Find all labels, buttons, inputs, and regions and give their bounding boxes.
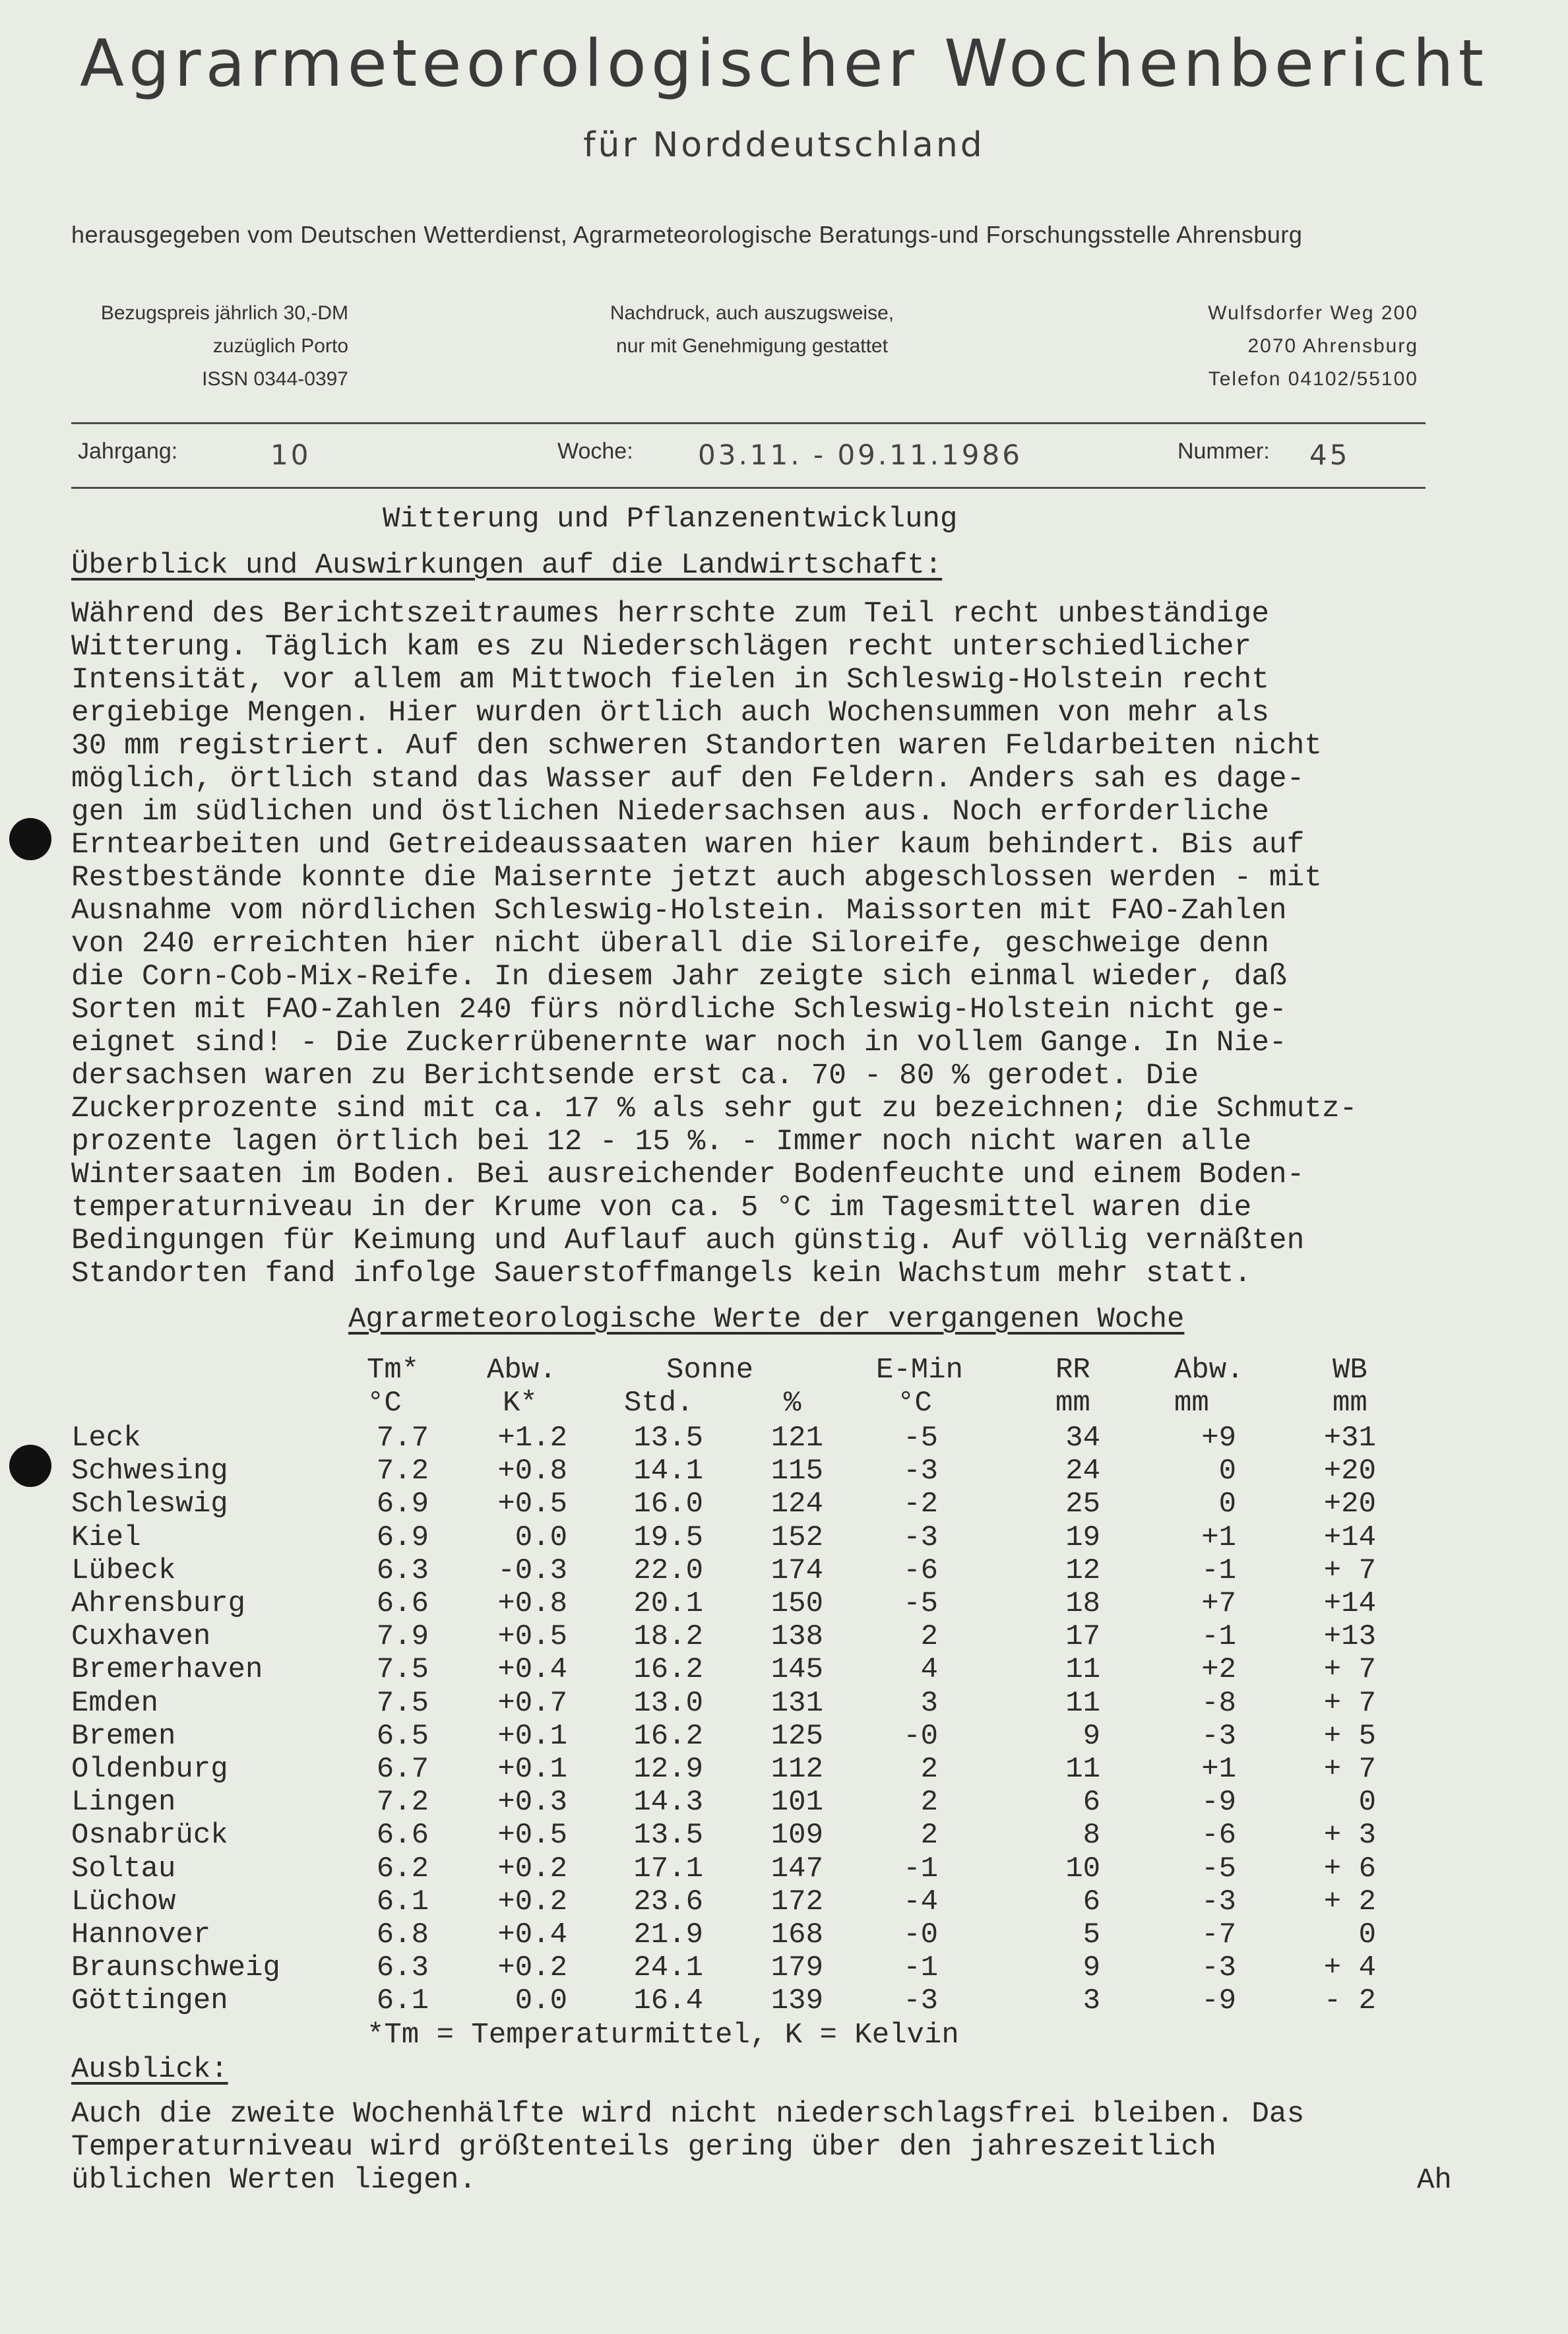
- station-name: Leck: [71, 1422, 141, 1455]
- cell-emin: -1: [903, 1852, 938, 1885]
- cell-tm: 6.8: [376, 1918, 429, 1951]
- outlook-line: Temperaturniveau wird größtenteils gering über den jahreszeitlich: [71, 2131, 1216, 2164]
- cell-wb: +14: [1323, 1587, 1376, 1620]
- cell-abw-rr: 0: [1218, 1455, 1236, 1488]
- unit-abw-rr: mm: [1174, 1387, 1209, 1420]
- price-line: Bezugspreis jährlich 30,-DM: [100, 302, 348, 324]
- unit-emin: °C: [897, 1387, 932, 1420]
- table-footnote: *Tm = Temperaturmittel, K = Kelvin: [367, 2019, 959, 2052]
- header-wb: WB: [1333, 1354, 1367, 1387]
- cell-rr: 11: [1065, 1686, 1100, 1720]
- cell-emin: -3: [903, 1455, 938, 1488]
- cell-abw-temp: +0.2: [497, 1885, 567, 1918]
- cell-sonne-pct: 115: [770, 1455, 823, 1488]
- overview-line: Witterung. Täglich kam es zu Niederschlägen recht unterschiedlicher: [71, 631, 1252, 664]
- cell-abw-rr: -9: [1201, 1786, 1236, 1819]
- overview-line: prozente lagen örtlich bei 12 - 15 %. - Immer noch nicht waren alle: [71, 1125, 1252, 1158]
- cell-tm: 6.7: [376, 1753, 429, 1786]
- cell-abw-rr: +1: [1201, 1521, 1236, 1554]
- cell-tm: 6.9: [376, 1521, 429, 1554]
- station-name: Göttingen: [71, 1984, 228, 2018]
- cell-sonne-pct: 179: [770, 1951, 823, 1985]
- number-value: 45: [1309, 439, 1350, 471]
- cell-emin: -3: [903, 1521, 938, 1554]
- overview-line: temperaturniveau in der Krume von ca. 5 °C im Tagesmittel waren die: [71, 1191, 1252, 1224]
- cell-wb: + 6: [1323, 1852, 1376, 1885]
- station-name: Soltau: [71, 1852, 176, 1885]
- cell-rr: 5: [1082, 1918, 1100, 1951]
- overview-line: Restbestände konnte die Maisernte jetzt auch abgeschlossen werden - mit: [71, 862, 1323, 895]
- cell-rr: 24: [1065, 1455, 1100, 1488]
- cell-tm: 6.1: [376, 1984, 429, 2018]
- cell-wb: + 5: [1323, 1719, 1376, 1753]
- station-name: Schleswig: [71, 1488, 228, 1521]
- header-tm: Tm*: [367, 1354, 420, 1387]
- cell-tm: 7.2: [376, 1786, 429, 1819]
- cell-sonne-std: 19.5: [633, 1521, 703, 1554]
- volume-label: Jahrgang:: [78, 439, 178, 464]
- header-sonne: Sonne: [666, 1354, 754, 1387]
- cell-tm: 6.6: [376, 1819, 429, 1852]
- cell-wb: + 2: [1323, 1885, 1376, 1918]
- report-subtitle: für Norddeutschland: [583, 125, 985, 165]
- reprint-notice: [580, 297, 924, 363]
- cell-emin: -1: [903, 1951, 938, 1985]
- station-name: Schwesing: [71, 1455, 228, 1488]
- cell-tm: 7.5: [376, 1653, 429, 1687]
- publisher-line: herausgegeben vom Deutschen Wetterdienst, Agrarmeteorologische Beratungs-und Forschungsstelle Ahrensburg: [71, 221, 1303, 248]
- cell-abw-temp: +0.1: [497, 1753, 567, 1786]
- overview-line: dersachsen waren zu Berichtsende erst ca. 70 - 80 % gerodet. Die: [71, 1059, 1199, 1092]
- outlook-text: [71, 2098, 1304, 2197]
- overview-line: gen im südlichen und östlichen Niedersachsen aus. Noch erforderliche: [71, 796, 1269, 829]
- unit-abw-temp: K*: [503, 1387, 538, 1420]
- header-abw-rr: Abw.: [1174, 1354, 1244, 1387]
- cell-rr: 9: [1082, 1951, 1100, 1985]
- cell-wb: 0: [1358, 1918, 1376, 1951]
- cell-wb: +20: [1323, 1455, 1376, 1488]
- cell-abw-rr: -3: [1201, 1885, 1236, 1918]
- cell-abw-temp: +0.5: [497, 1488, 567, 1521]
- unit-wb: mm: [1333, 1387, 1367, 1420]
- cell-sonne-pct: 121: [770, 1422, 823, 1455]
- outlook-heading: Ausblick:: [71, 2053, 228, 2086]
- divider-top: [71, 422, 1426, 424]
- section-title: Witterung und Pflanzenentwicklung: [383, 503, 958, 536]
- cell-sonne-pct: 172: [770, 1885, 823, 1918]
- cell-rr: 25: [1065, 1488, 1100, 1521]
- week-value: 03.11. - 09.11.1986: [698, 439, 1022, 471]
- overview-line: Sorten mit FAO-Zahlen 240 fürs nördliche Schleswig-Holstein nicht ge-: [71, 994, 1287, 1026]
- cell-wb: + 7: [1323, 1753, 1376, 1786]
- cell-emin: 2: [920, 1819, 938, 1852]
- cell-abw-rr: 0: [1218, 1488, 1236, 1521]
- overview-line: Während des Berichtszeitraumes herrschte zum Teil recht unbeständige: [71, 598, 1269, 631]
- outlook-line: Auch die zweite Wochenhälfte wird nicht niederschlagsfrei bleiben. Das: [71, 2098, 1305, 2131]
- cell-sonne-std: 16.2: [633, 1653, 703, 1687]
- subscription-info: [71, 297, 348, 396]
- overview-line: eignet sind! - Die Zuckerrübenernte war noch in vollem Gange. In Nie-: [71, 1026, 1287, 1059]
- cell-rr: 34: [1065, 1422, 1100, 1455]
- cell-emin: -0: [903, 1719, 938, 1753]
- station-name: Ahrensburg: [71, 1587, 246, 1620]
- cell-sonne-std: 14.3: [633, 1786, 703, 1819]
- cell-sonne-pct: 124: [770, 1488, 823, 1521]
- cell-sonne-std: 24.1: [633, 1951, 703, 1985]
- cell-abw-temp: -0.3: [497, 1554, 567, 1587]
- week-label: Woche:: [557, 439, 633, 464]
- cell-sonne-pct: 139: [770, 1984, 823, 2018]
- station-name: Oldenburg: [71, 1753, 228, 1786]
- cell-tm: 6.6: [376, 1587, 429, 1620]
- cell-abw-rr: -8: [1201, 1686, 1236, 1720]
- station-name: Hannover: [71, 1918, 211, 1951]
- cell-abw-rr: +9: [1201, 1422, 1236, 1455]
- signature: Ah: [1417, 2164, 1452, 2197]
- station-name: Bremerhaven: [71, 1653, 263, 1687]
- cell-sonne-std: 16.0: [633, 1488, 703, 1521]
- overview-line: von 240 erreichten hier nicht überall die Siloreife, geschweige denn: [71, 928, 1269, 961]
- cell-abw-rr: -7: [1201, 1918, 1236, 1951]
- cell-emin: -0: [903, 1918, 938, 1951]
- overview-line: Zuckerprozente sind mit ca. 17 % als sehr gut zu bezeichnen; die Schmutz-: [71, 1092, 1358, 1125]
- cell-abw-temp: +0.3: [497, 1786, 567, 1819]
- cell-abw-temp: +0.8: [497, 1587, 567, 1620]
- cell-wb: + 3: [1323, 1819, 1376, 1852]
- cell-sonne-std: 12.9: [633, 1753, 703, 1786]
- cell-abw-temp: +0.8: [497, 1455, 567, 1488]
- cell-sonne-std: 21.9: [633, 1918, 703, 1951]
- cell-tm: 6.5: [376, 1719, 429, 1753]
- cell-abw-temp: +0.4: [497, 1918, 567, 1951]
- cell-sonne-pct: 131: [770, 1686, 823, 1720]
- cell-abw-temp: +0.5: [497, 1819, 567, 1852]
- unit-tm: °C: [367, 1387, 402, 1420]
- cell-rr: 9: [1082, 1719, 1100, 1753]
- cell-wb: +31: [1323, 1422, 1376, 1455]
- unit-sonne-pct: %: [784, 1387, 801, 1420]
- cell-abw-temp: +0.5: [497, 1620, 567, 1654]
- address-city: 2070 Ahrensburg: [1247, 335, 1418, 357]
- cell-emin: -6: [903, 1554, 938, 1587]
- cell-emin: 2: [920, 1786, 938, 1819]
- unit-rr: mm: [1055, 1387, 1090, 1420]
- number-label: Nummer:: [1177, 439, 1270, 464]
- cell-emin: -5: [903, 1422, 938, 1455]
- punch-hole-upper: [9, 818, 51, 860]
- cell-abw-rr: +1: [1201, 1753, 1236, 1786]
- cell-abw-temp: +0.1: [497, 1719, 567, 1753]
- report-title: Agrarmeteorologischer Wochenbericht: [79, 26, 1489, 102]
- unit-sonne-std: Std.: [624, 1387, 694, 1420]
- cell-tm: 7.2: [376, 1455, 429, 1488]
- cell-abw-temp: +0.2: [497, 1951, 567, 1985]
- overview-line: Bedingungen für Keimung und Auflauf auch günstig. Auf völlig vernäßten: [71, 1224, 1305, 1257]
- divider-bottom: [71, 487, 1426, 489]
- cell-abw-rr: -3: [1201, 1951, 1236, 1985]
- cell-sonne-std: 20.1: [633, 1587, 703, 1620]
- cell-tm: 6.9: [376, 1488, 429, 1521]
- cell-sonne-pct: 174: [770, 1554, 823, 1587]
- cell-emin: -4: [903, 1885, 938, 1918]
- cell-abw-temp: +1.2: [497, 1422, 567, 1455]
- cell-tm: 6.3: [376, 1951, 429, 1985]
- cell-rr: 6: [1082, 1885, 1100, 1918]
- cell-sonne-std: 16.4: [633, 1984, 703, 2018]
- cell-wb: +14: [1323, 1521, 1376, 1554]
- cell-tm: 6.2: [376, 1852, 429, 1885]
- cell-sonne-std: 13.0: [633, 1686, 703, 1720]
- overview-line: Standorten fand infolge Sauerstoffmangels kein Wachstum mehr statt.: [71, 1257, 1252, 1290]
- cell-rr: 3: [1082, 1984, 1100, 2018]
- cell-emin: -2: [903, 1488, 938, 1521]
- cell-abw-rr: -9: [1201, 1984, 1236, 2018]
- cell-abw-rr: -6: [1201, 1819, 1236, 1852]
- overview-line: Erntearbeiten und Getreideaussaaten waren hier kaum behindert. Bis auf: [71, 829, 1305, 862]
- cell-sonne-std: 13.5: [633, 1422, 703, 1455]
- header-abw-temp: Abw.: [487, 1354, 557, 1387]
- cell-sonne-std: 23.6: [633, 1885, 703, 1918]
- address-phone: Telefon 04102/55100: [1208, 368, 1418, 390]
- address-block: [1174, 297, 1418, 396]
- cell-sonne-pct: 168: [770, 1918, 823, 1951]
- cell-tm: 6.3: [376, 1554, 429, 1587]
- cell-sonne-pct: 101: [770, 1786, 823, 1819]
- cell-emin: -5: [903, 1587, 938, 1620]
- overview-line: Wintersaaten im Boden. Bei ausreichender Bodenfeuchte und einem Boden-: [71, 1158, 1305, 1191]
- station-name: Emden: [71, 1686, 159, 1720]
- overview-line: Ausnahme vom nördlichen Schleswig-Holstein. Maissorten mit FAO-Zahlen: [71, 895, 1287, 928]
- cell-rr: 11: [1065, 1753, 1100, 1786]
- cell-wb: +13: [1323, 1620, 1376, 1654]
- cell-abw-temp: +0.2: [497, 1852, 567, 1885]
- cell-rr: 11: [1065, 1653, 1100, 1687]
- header-emin: E-Min: [876, 1354, 964, 1387]
- cell-sonne-pct: 125: [770, 1719, 823, 1753]
- cell-sonne-pct: 150: [770, 1587, 823, 1620]
- cell-sonne-pct: 147: [770, 1852, 823, 1885]
- overview-line: möglich, örtlich stand das Wasser auf den Feldern. Anders sah es dage-: [71, 763, 1305, 796]
- cell-abw-temp: +0.4: [497, 1653, 567, 1687]
- overview-text: [71, 598, 1357, 1290]
- cell-abw-rr: -1: [1201, 1554, 1236, 1587]
- cell-sonne-pct: 145: [770, 1653, 823, 1687]
- cell-sonne-std: 13.5: [633, 1819, 703, 1852]
- cell-abw-rr: -1: [1201, 1620, 1236, 1654]
- cell-wb: + 7: [1323, 1686, 1376, 1720]
- cell-wb: +20: [1323, 1488, 1376, 1521]
- cell-sonne-std: 16.2: [633, 1719, 703, 1753]
- cell-abw-temp: 0.0: [515, 1521, 567, 1554]
- cell-wb: + 7: [1323, 1653, 1376, 1687]
- cell-tm: 7.9: [376, 1620, 429, 1654]
- cell-abw-temp: +0.7: [497, 1686, 567, 1720]
- cell-sonne-pct: 109: [770, 1819, 823, 1852]
- overview-line: die Corn-Cob-Mix-Reife. In diesem Jahr zeigte sich einmal wieder, daß: [71, 961, 1287, 994]
- overview-line: ergiebige Mengen. Hier wurden örtlich auch Wochensummen von mehr als: [71, 697, 1269, 730]
- cell-rr: 18: [1065, 1587, 1100, 1620]
- cell-rr: 12: [1065, 1554, 1100, 1587]
- volume-value: 10: [270, 439, 311, 471]
- reprint-line-1: Nachdruck, auch auszugsweise,: [610, 302, 894, 324]
- station-name: Osnabrück: [71, 1819, 228, 1852]
- postage-line: zuzüglich Porto: [212, 335, 348, 357]
- table-title: Agrarmeteorologische Werte der vergangenen Woche: [348, 1303, 1185, 1336]
- cell-tm: 6.1: [376, 1885, 429, 1918]
- cell-rr: 17: [1065, 1620, 1100, 1654]
- overview-line: Intensität, vor allem am Mittwoch fielen in Schleswig-Holstein recht: [71, 664, 1269, 697]
- cell-rr: 10: [1065, 1852, 1100, 1885]
- cell-sonne-pct: 112: [770, 1753, 823, 1786]
- cell-rr: 8: [1082, 1819, 1100, 1852]
- cell-wb: - 2: [1323, 1984, 1376, 2018]
- cell-wb: + 7: [1323, 1554, 1376, 1587]
- cell-sonne-pct: 138: [770, 1620, 823, 1654]
- cell-abw-rr: +7: [1201, 1587, 1236, 1620]
- cell-sonne-std: 18.2: [633, 1620, 703, 1654]
- station-name: Bremen: [71, 1719, 176, 1753]
- overview-line: 30 mm registriert. Auf den schweren Standorten waren Feldarbeiten nicht: [71, 730, 1323, 763]
- overview-heading: Überblick und Auswirkungen auf die Landwirtschaft:: [71, 549, 943, 582]
- cell-rr: 6: [1082, 1786, 1100, 1819]
- cell-emin: -3: [903, 1984, 938, 2018]
- cell-abw-rr: +2: [1201, 1653, 1236, 1687]
- cell-sonne-pct: 152: [770, 1521, 823, 1554]
- station-name: Lübeck: [71, 1554, 176, 1587]
- cell-rr: 19: [1065, 1521, 1100, 1554]
- outlook-line: üblichen Werten liegen.: [71, 2164, 477, 2197]
- cell-wb: + 4: [1323, 1951, 1376, 1985]
- header-rr: RR: [1055, 1354, 1090, 1387]
- station-name: Lingen: [71, 1786, 176, 1819]
- cell-emin: 3: [920, 1686, 938, 1720]
- cell-abw-temp: 0.0: [515, 1984, 567, 2018]
- cell-abw-rr: -3: [1201, 1719, 1236, 1753]
- cell-wb: 0: [1358, 1786, 1376, 1819]
- reprint-line-2: nur mit Genehmigung gestattet: [616, 335, 888, 357]
- cell-emin: 4: [920, 1653, 938, 1687]
- cell-abw-rr: -5: [1201, 1852, 1236, 1885]
- issn-line: ISSN 0344-0397: [202, 368, 348, 390]
- cell-tm: 7.7: [376, 1422, 429, 1455]
- address-street: Wulfsdorfer Weg 200: [1208, 302, 1418, 324]
- cell-emin: 2: [920, 1753, 938, 1786]
- cell-tm: 7.5: [376, 1686, 429, 1720]
- station-name: Cuxhaven: [71, 1620, 211, 1654]
- cell-sonne-std: 14.1: [633, 1455, 703, 1488]
- station-name: Lüchow: [71, 1885, 176, 1918]
- cell-emin: 2: [920, 1620, 938, 1654]
- station-name: Kiel: [71, 1521, 141, 1554]
- station-name: Braunschweig: [71, 1951, 280, 1985]
- cell-sonne-std: 22.0: [633, 1554, 703, 1587]
- punch-hole-lower: [9, 1445, 51, 1487]
- cell-sonne-std: 17.1: [633, 1852, 703, 1885]
